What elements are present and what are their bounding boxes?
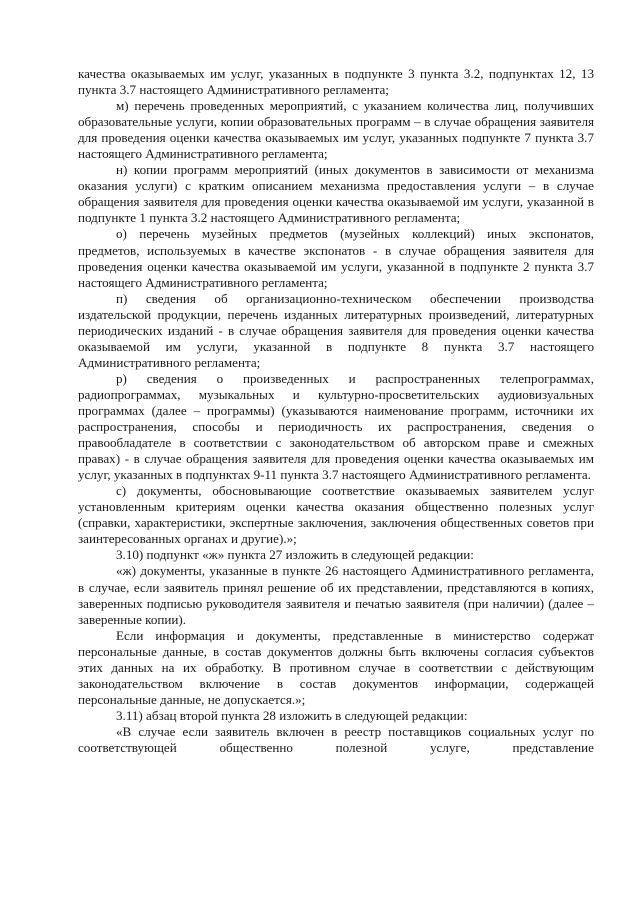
paragraph-quoted-start: «В случае если заявитель включен в реестр поставщиков социальных услуг по соответствующей общественно полезной услуге, представление (78, 723, 594, 755)
paragraph-item-n: н) копии программ мероприятий (иных документов в зависимости от механизма оказания услуги) с кратким описанием механизма предоставления услуги – в случае обращения заявителя для проведения оценки качества оказываемой им услуги, указанной в подпункте 1 пункта 3.2 настоящего Административного регламента; (78, 162, 594, 226)
document-body (78, 66, 594, 756)
paragraph-3-10: 3.10) подпункт «ж» пункта 27 изложить в следующей редакции: (116, 547, 474, 563)
paragraph-item-p: п) сведения об организационно-техническом обеспечении производства издательской продукции, перечень изданных литературных произведений, литературных периодических изданий - в случае обращения заявителя для проведения оценки качества оказываемой им услуги, указанной в подпункте 8 пункта 3.7 настоящего Административного регламента; (78, 290, 594, 370)
paragraph-3-11: 3.11) абзац второй пункта 28 изложить в следующей редакции: (116, 707, 468, 723)
paragraph-item-o: о) перечень музейных предметов (музейных коллекций) иных экспонатов, предметов, используемых в качестве экспонатов - в случае обращения заявителя для проведения оценки качества оказываемой им услуги, указанной в подпункте 2 пункта 3.7 настоящего Административного регламента; (78, 226, 594, 290)
paragraph-continuation: качества оказываемых им услуг, указанных в подпункте 3 пункта 3.2, подпунктах 12, 13 пункта 3.7 настоящего Административного регламента; (78, 66, 594, 98)
paragraph-item-r: р) сведения о произведенных и распространенных телепрограммах, радиопрограммах, музыкальных и культурно-просветительских аудиовизуальных программах (далее – программы) (указываются наименование программ, источники их распространения, способы и периодичность их распространения, сведения о правообладателе в соответствии с законодательством об авторском праве и смежных правах) - в случае обращения заявителя для проведения оценки качества оказываемых им услуг, указанных в подпунктах 9-11 пункта 3.7 настоящего Административного регламента. (78, 370, 594, 483)
paragraph-item-s: с) документы, обосновывающие соответствие оказываемых заявителем услуг установленным критериям оценки качества оказания общественно полезных услуг (справки, характеристики, экспертные заключения, заключения общественных советов при заинтересованных органах и другие).»; (78, 483, 594, 547)
paragraph-item-zh: «ж) документы, указанные в пункте 26 настоящего Административного регламента, в случае, если заявитель принял решение об их представлении, представляются в копиях, заверенных подписью руководителя заявителя и печатью заявителя (при наличии) (далее – заверенные копии). (78, 563, 594, 627)
paragraph-item-m: м) перечень проведенных мероприятий, с указанием количества лиц, получивших образовательные услуги, копии образовательных программ – в случае обращения заявителя для проведения оценки качества оказываемых им услуг, указанных подпункте 7 пункта 3.7 настоящего Административного регламента; (78, 98, 594, 162)
paragraph-personal-data: Если информация и документы, представленные в министерство содержат персональные данные, в состав документов должны быть включены согласия субъектов этих данных на их обработку. В противном случае в соответствии с действующим законодательством включение в состав документов информации, содержащей персональные данные, не допускается.»; (78, 627, 594, 707)
